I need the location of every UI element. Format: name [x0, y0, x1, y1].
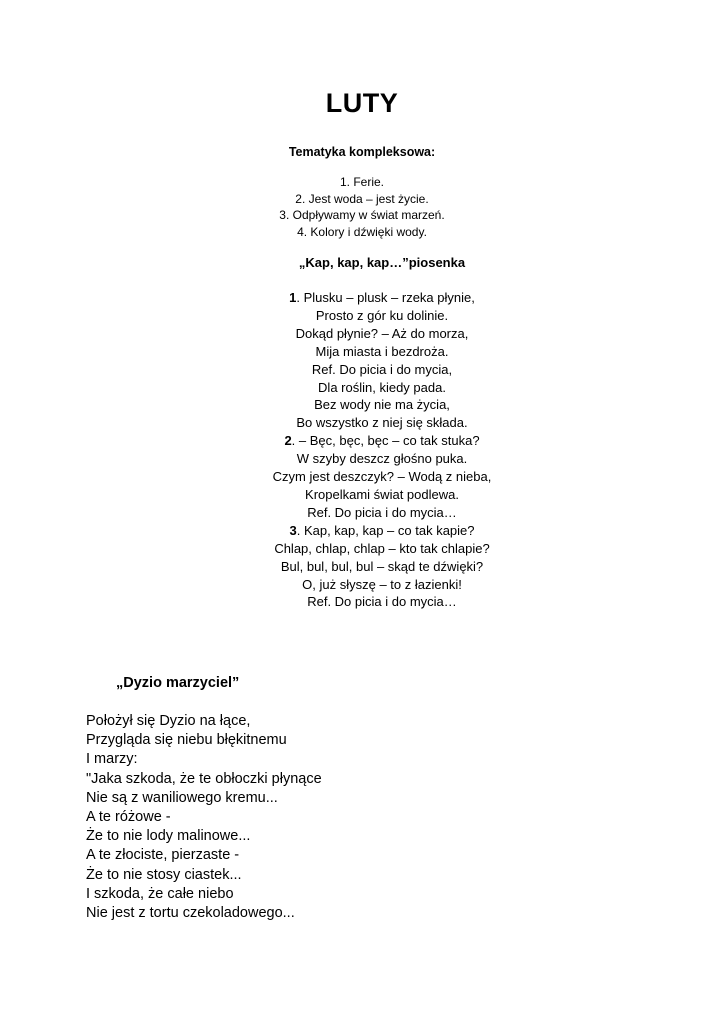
poem-line: I marzy:	[86, 751, 138, 768]
song-line	[0, 522, 724, 540]
song-line: Bul, bul, bul, bul – skąd te dźwięki?	[280, 558, 484, 574]
document-title: LUTY	[325, 88, 399, 118]
topic-item: 2. Jest woda – jest życie.	[295, 191, 429, 206]
song-line	[0, 432, 724, 450]
topic-item: 1. Ferie.	[339, 175, 384, 189]
topic-list	[0, 174, 724, 241]
poem-line: A te różowe -	[86, 809, 171, 826]
song-title: „Kap, kap, kap…”piosenka	[298, 255, 466, 270]
song-line-text: . – Bęc, bęc, bęc – co tak stuka?	[291, 433, 480, 449]
song-line: W szyby deszcz głośno puka.	[296, 451, 468, 467]
document-subtitle: Tematyka kompleksowa:	[288, 145, 436, 159]
song-line	[0, 289, 724, 307]
poem-line: Nie są z waniliowego kremu...	[86, 789, 278, 806]
verse-number: 1	[289, 290, 297, 305]
verse-number: 2	[284, 433, 292, 449]
song-line: Ref. Do picia i do mycia…	[307, 594, 457, 610]
song-line: Bo wszystko z niej się składa.	[296, 415, 468, 431]
poem-title: „Dyzio marzyciel”	[116, 675, 240, 691]
song-line: Prosto z gór ku dolinie.	[315, 307, 449, 323]
poem-line: Że to nie stosy ciastek...	[86, 866, 242, 883]
poem-line: "Jaka szkoda, że te obłoczki płynące	[86, 770, 322, 787]
song-line: Ref. Do picia i do mycia…	[307, 504, 457, 520]
song-line: Czym jest deszczyk? – Wodą z nieba,	[272, 469, 492, 485]
song-lyrics	[0, 289, 724, 611]
song-line: Bez wody nie ma życia,	[314, 397, 450, 413]
topic-item: 3. Odpływamy w świat marzeń.	[279, 208, 445, 223]
poem-text	[86, 712, 322, 923]
topic-item: 4. Kolory i dźwięki wody.	[297, 225, 427, 240]
poem-line: Położył się Dyzio na łące,	[86, 713, 251, 729]
song-line: Dla roślin, kiedy pada.	[318, 379, 446, 395]
poem-line: Że to nie lody malinowe...	[86, 828, 251, 845]
song-line: Mija miasta i bezdroża.	[315, 343, 449, 359]
poem-line: A te złociste, pierzaste -	[86, 847, 240, 864]
song-line: O, już słyszę – to z łazienki!	[302, 576, 462, 592]
poem-line: Przygląda się niebu błękitnemu	[86, 732, 287, 749]
song-line-text: . Kap, kap, kap – co tak kapie?	[296, 522, 475, 538]
poem-line: I szkoda, że całe niebo	[86, 885, 234, 902]
song-line: Chlap, chlap, chlap – kto tak chlapie?	[274, 540, 490, 556]
song-line: Dokąd płynie? – Aż do morza,	[295, 325, 469, 341]
song-line: Kropelkami świat podlewa.	[305, 486, 459, 502]
song-line: Ref. Do picia i do mycia,	[311, 361, 453, 377]
verse-number: 3	[289, 522, 297, 538]
song-line-text: . Plusku – plusk – rzeka płynie,	[296, 290, 475, 305]
poem-line: Nie jest z tortu czekoladowego...	[86, 905, 295, 922]
